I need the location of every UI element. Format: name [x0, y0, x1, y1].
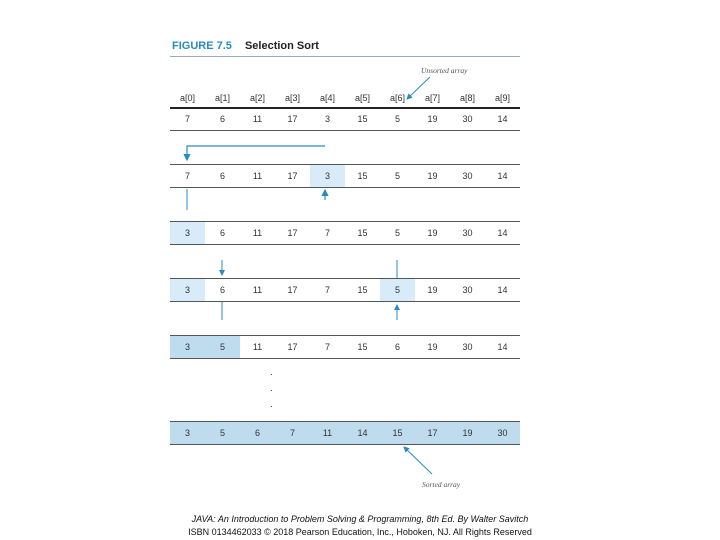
array-cell: 11	[252, 342, 263, 352]
array-cell: 7	[184, 171, 190, 181]
array-cell: 19	[450, 422, 485, 444]
index-label: a[2]	[249, 93, 265, 103]
index-label: a[0]	[179, 93, 195, 103]
index-label: a[4]	[319, 93, 335, 103]
index-label: a[9]	[494, 93, 510, 103]
array-cell: 11	[310, 422, 345, 444]
array-cell: 6	[219, 171, 225, 181]
array-cell: 17	[287, 285, 298, 295]
ellipsis-dot: .	[270, 383, 273, 394]
index-label: a[3]	[284, 93, 300, 103]
array-cell: 30	[462, 171, 473, 181]
figure-label: FIGURE 7.5	[172, 40, 232, 52]
unsorted-pointer-arrow	[407, 77, 430, 99]
array-cell: 19	[427, 228, 438, 238]
array-cell: 3	[170, 336, 205, 358]
array-cell: 11	[252, 171, 263, 181]
array-cell: 7	[324, 342, 330, 352]
array-cell: 3	[324, 114, 330, 124]
index-label: a[7]	[424, 93, 440, 103]
array-cell: 7	[324, 228, 330, 238]
array-cell: 14	[345, 422, 380, 444]
array-cell: 15	[380, 422, 415, 444]
array-cell: 17	[287, 114, 298, 124]
index-label: a[8]	[459, 93, 475, 103]
figure-name: Selection Sort	[244, 40, 319, 52]
array-cell: 14	[497, 342, 508, 352]
array-cell: 6	[219, 228, 225, 238]
array-cell: 3	[170, 422, 205, 444]
array-cell: 15	[357, 342, 368, 352]
array-cell: 30	[462, 285, 473, 295]
array-cell: 19	[427, 342, 438, 352]
array-cell: 7	[275, 422, 310, 444]
array-cell: 15	[357, 228, 368, 238]
array-cell: 5	[394, 114, 400, 124]
array-cell: 30	[485, 422, 520, 444]
array-cell: 5	[394, 171, 400, 181]
array-cell: 30	[462, 228, 473, 238]
array-cell: 17	[415, 422, 450, 444]
unsorted-caption: Unsorted array	[421, 66, 468, 75]
array-cell: 14	[497, 285, 508, 295]
array-cell: 17	[287, 171, 298, 181]
array-cell: 7	[324, 285, 330, 295]
array-cell: 11	[252, 285, 263, 295]
array-cell: 3	[170, 279, 205, 301]
array-cell: 11	[252, 114, 263, 124]
array-cell: 5	[380, 279, 415, 301]
array-cell: 19	[427, 171, 438, 181]
ellipsis-dot: .	[270, 367, 273, 378]
array-cell: 6	[219, 285, 225, 295]
index-label: a[5]	[354, 93, 370, 103]
array-cell: 19	[427, 285, 438, 295]
ellipsis-dot: .	[270, 399, 273, 410]
array-cell: 7	[184, 114, 190, 124]
sorted-caption: Sorted array	[422, 480, 461, 489]
array-cell: 5	[205, 422, 240, 444]
array-cell: 14	[497, 114, 508, 124]
index-label: a[6]	[389, 93, 405, 103]
array-cell: 19	[427, 114, 438, 124]
array-cell: 17	[287, 342, 298, 352]
array-cell: 14	[497, 228, 508, 238]
array-cell: 6	[240, 422, 275, 444]
array-cell: 3	[170, 222, 205, 244]
array-cell: 17	[287, 228, 298, 238]
footer-book-title: JAVA: An Introduction to Problem Solving & Programming, 8th Ed. By Walter Savitch	[191, 514, 529, 524]
array-cell: 15	[357, 285, 368, 295]
index-label: a[1]	[214, 93, 230, 103]
array-cell: 11	[252, 228, 263, 238]
array-cell: 30	[462, 342, 473, 352]
array-cell: 3	[310, 165, 345, 187]
array-cell: 5	[205, 336, 240, 358]
array-cell: 6	[219, 114, 225, 124]
footer-copyright: ISBN 0134462033 © 2018 Pearson Education, Inc., Hoboken, NJ. All Rights Reserved	[188, 527, 532, 537]
sorted-pointer-arrow	[404, 447, 432, 474]
array-cell: 30	[462, 114, 473, 124]
array-cell: 5	[394, 228, 400, 238]
array-cell: 14	[497, 171, 508, 181]
array-cell: 6	[394, 342, 400, 352]
array-cell: 15	[357, 114, 368, 124]
swap-bracket-arrow	[187, 146, 325, 160]
array-cell: 15	[357, 171, 368, 181]
